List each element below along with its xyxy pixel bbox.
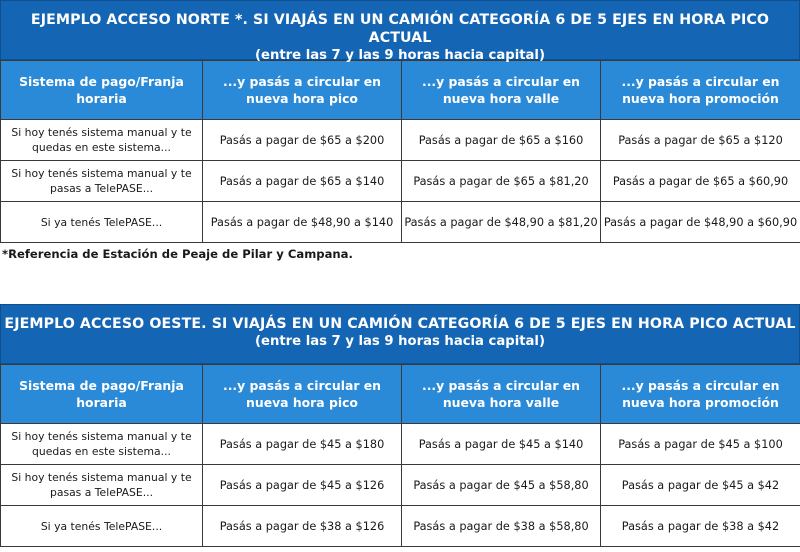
subtitle-text: (entre las 7 y las 9 horas hacia capital) bbox=[255, 334, 545, 349]
price-cell: Pasás a pagar de $65 a $160 bbox=[402, 120, 601, 161]
price-cell: Pasás a pagar de $45 a $126 bbox=[203, 465, 402, 506]
table-block-norte bbox=[0, 0, 800, 243]
header-cell-peak: ...y pasás a circular en nueva hora pico bbox=[203, 61, 402, 120]
price-cell: Pasás a pagar de $38 a $126 bbox=[203, 506, 402, 547]
row-label: Si hoy tenés sistema manual y te pasas a TelePASE... bbox=[1, 465, 203, 506]
header-row bbox=[1, 365, 800, 424]
title-text: EJEMPLO ACCESO NORTE *. SI VIAJÁS EN UN CAMIÓN CATEGORÍA 6 DE 5 EJES EN HORA PICO ACTUAL bbox=[30, 12, 770, 46]
price-cell: Pasás a pagar de $45 a $100 bbox=[601, 424, 800, 465]
row-label: Si hoy tenés sistema manual y te quedas en este sistema... bbox=[1, 120, 203, 161]
price-cell: Pasás a pagar de $65 a $120 bbox=[601, 120, 800, 161]
price-cell: Pasás a pagar de $48,90 a $81,20 bbox=[402, 202, 601, 243]
price-cell: Pasás a pagar de $38 a $58,80 bbox=[402, 506, 601, 547]
row-label: Si hoy tenés sistema manual y te quedas en este sistema... bbox=[1, 424, 203, 465]
header-cell-promo: ...y pasás a circular en nueva hora promoción bbox=[601, 61, 800, 120]
row-label: Si ya tenés TelePASE... bbox=[1, 202, 203, 243]
header-cell-valley: ...y pasás a circular en nueva hora valle bbox=[402, 61, 601, 120]
price-cell: Pasás a pagar de $45 a $180 bbox=[203, 424, 402, 465]
table-title-norte bbox=[0, 0, 800, 63]
header-cell-valley: ...y pasás a circular en nueva hora valle bbox=[402, 365, 601, 424]
table-row bbox=[1, 506, 800, 547]
table-title-oeste bbox=[0, 304, 800, 364]
table-row bbox=[1, 465, 800, 506]
price-cell: Pasás a pagar de $45 a $42 bbox=[601, 465, 800, 506]
price-cell: Pasás a pagar de $65 a $60,90 bbox=[601, 161, 800, 202]
subtitle-text: (entre las 7 y las 9 horas hacia capital) bbox=[255, 48, 545, 63]
table-row bbox=[1, 161, 800, 202]
header-cell-promo: ...y pasás a circular en nueva hora promoción bbox=[601, 365, 800, 424]
price-cell: Pasás a pagar de $45 a $58,80 bbox=[402, 465, 601, 506]
row-label: Si ya tenés TelePASE... bbox=[1, 506, 203, 547]
row-label: Si hoy tenés sistema manual y te pasas a TelePASE... bbox=[1, 161, 203, 202]
header-row bbox=[1, 61, 800, 120]
price-cell: Pasás a pagar de $38 a $42 bbox=[601, 506, 800, 547]
table-block-oeste bbox=[0, 304, 800, 547]
price-cell: Pasás a pagar de $65 a $140 bbox=[203, 161, 402, 202]
price-cell: Pasás a pagar de $65 a $81,20 bbox=[402, 161, 601, 202]
price-cell: Pasás a pagar de $48,90 a $60,90 bbox=[601, 202, 800, 243]
toll-table-oeste bbox=[0, 364, 800, 547]
price-cell: Pasás a pagar de $45 a $140 bbox=[402, 424, 601, 465]
toll-table-norte bbox=[0, 60, 800, 243]
price-cell: Pasás a pagar de $65 a $200 bbox=[203, 120, 402, 161]
header-cell-payment: Sistema de pago/Franja horaria bbox=[1, 61, 203, 120]
table-row bbox=[1, 424, 800, 465]
title-text: EJEMPLO ACCESO OESTE. SI VIAJÁS EN UN CAMIÓN CATEGORÍA 6 DE 5 EJES EN HORA PICO ACTUAL bbox=[4, 316, 796, 332]
header-cell-payment: Sistema de pago/Franja horaria bbox=[1, 365, 203, 424]
footnote: *Referencia de Estación de Peaje de Pilar y Campana. bbox=[2, 247, 353, 261]
table-row bbox=[1, 202, 800, 243]
table-row bbox=[1, 120, 800, 161]
price-cell: Pasás a pagar de $48,90 a $140 bbox=[203, 202, 402, 243]
header-cell-peak: ...y pasás a circular en nueva hora pico bbox=[203, 365, 402, 424]
